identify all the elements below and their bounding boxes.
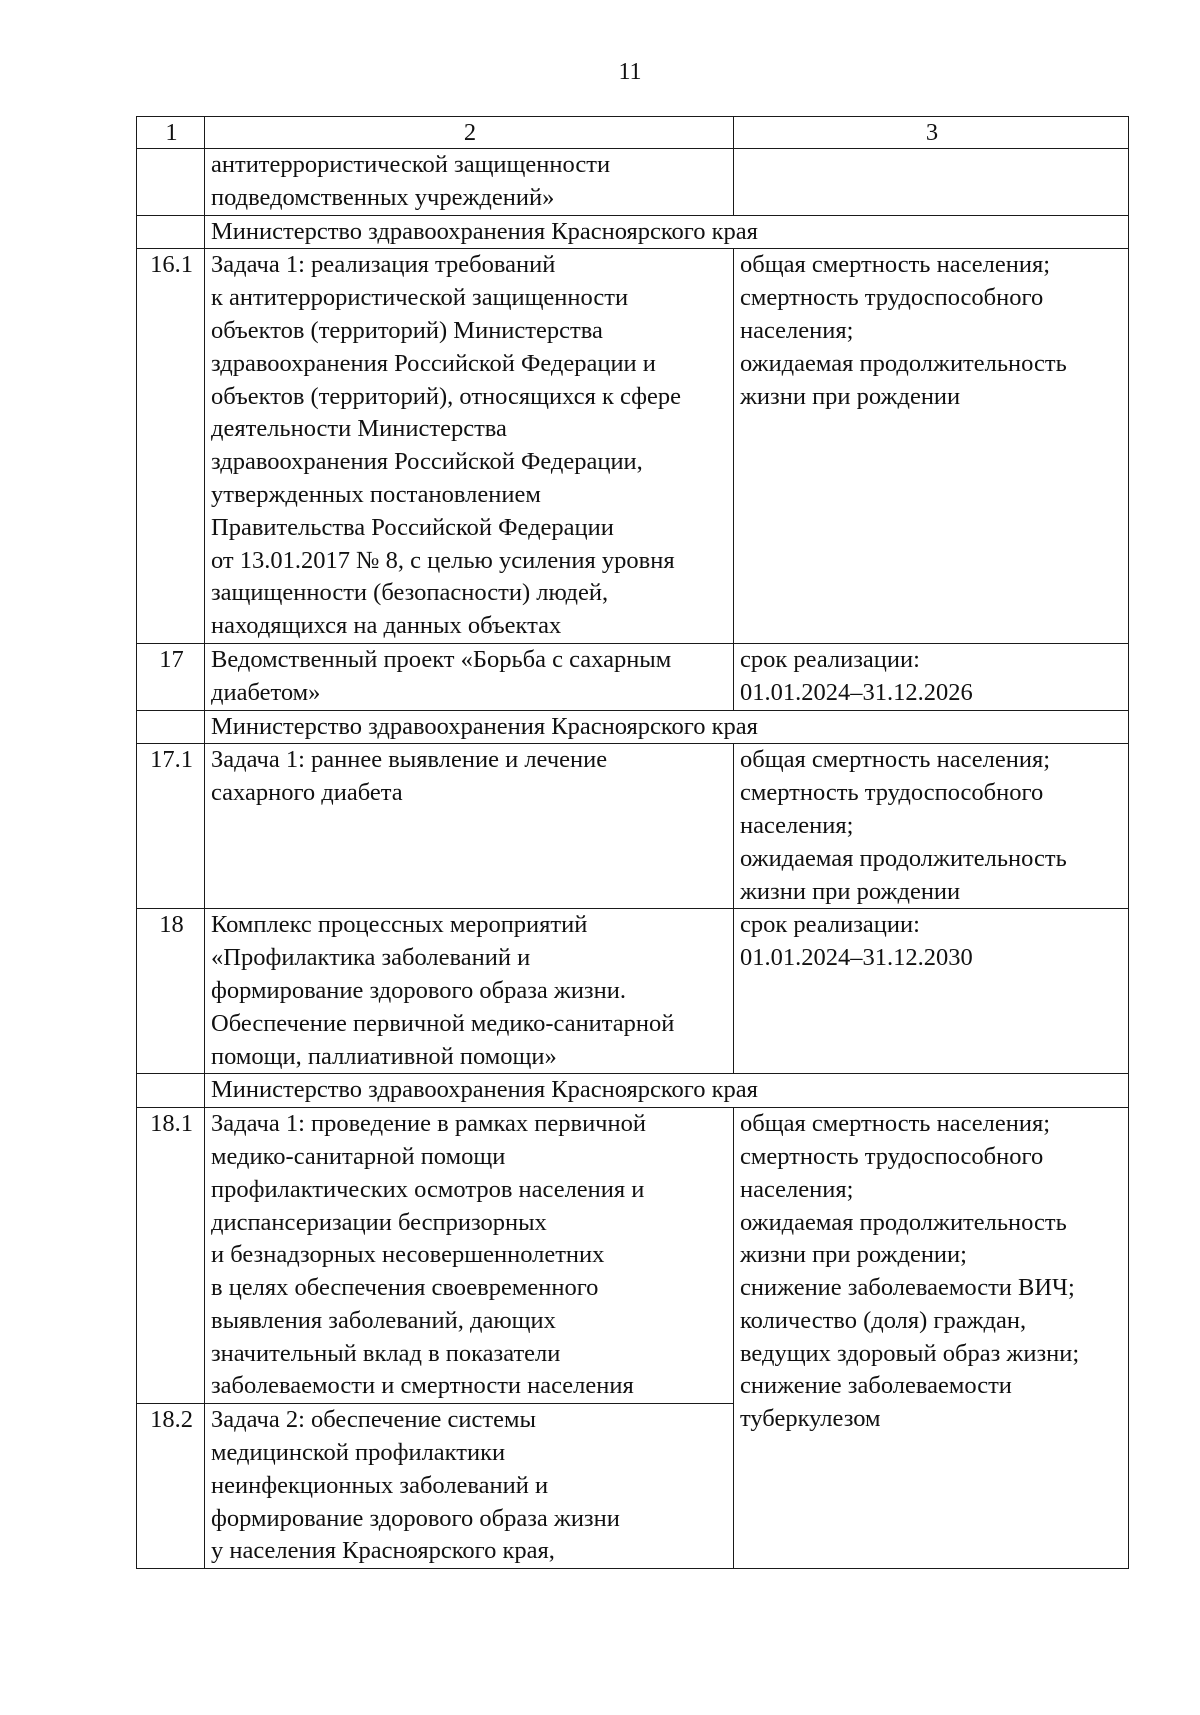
table-row-ministry: [137, 215, 1129, 249]
table-row: [137, 643, 1129, 710]
ministry-name: Министерство здравоохранения Красноярского края: [205, 215, 1129, 249]
row-indicator: [734, 149, 1129, 216]
page-number: 11: [618, 59, 642, 85]
row-number: 16.1: [137, 249, 205, 644]
ministry-name: Министерство здравоохранения Красноярского края: [205, 710, 1129, 744]
table-row: [137, 149, 1129, 216]
header-col-1: 1: [137, 117, 205, 149]
row-description: антитеррористической защищенности подведомственных учреждений»: [205, 149, 734, 216]
row-description: Комплекс процессных мероприятий «Профилактика заболеваний и формирование здорового образа жизни. Обеспечение первичной медико-санитарной помощи, паллиативной помощи»: [205, 909, 734, 1074]
document-table: [136, 116, 1129, 1569]
table-header-row: [137, 117, 1129, 149]
table-row: [137, 1108, 1129, 1404]
row-description: Задача 1: реализация требований к антитеррористической защищенности объектов (территорий) Министерства здравоохранения Российской Федерации и объектов (территорий), относящихся к сфере деятельности Министерства здравоохранения Российской Федерации, утвержденных постановлением Правительства Российской Федерации от 13.01.2017 № 8, с целью усиления уровня защищенности (безопасности) людей, находящихся на данных объектах: [205, 249, 734, 644]
row-number: 18.2: [137, 1404, 205, 1569]
row-indicator: общая смертность населения; смертность трудоспособного населения; ожидаемая продолжительность жизни при рождении: [734, 744, 1129, 909]
ministry-name: Министерство здравоохранения Красноярского края: [205, 1074, 1129, 1108]
row-description: Ведомственный проект «Борьба с сахарным диабетом»: [205, 643, 734, 710]
row-number: [137, 710, 205, 744]
table-row: [137, 744, 1129, 909]
row-indicator: срок реализации: 01.01.2024–31.12.2030: [734, 909, 1129, 1074]
row-number: 17.1: [137, 744, 205, 909]
row-number: [137, 215, 205, 249]
row-indicator: общая смертность населения; смертность трудоспособного населения; ожидаемая продолжительность жизни при рождении: [734, 249, 1129, 644]
header-col-3: 3: [734, 117, 1129, 149]
row-indicator: общая смертность населения; смертность трудоспособного населения; ожидаемая продолжительность жизни при рождении; снижение заболеваемости ВИЧ; количество (доля) граждан, ведущих здоровый образ жизни; снижение заболеваемости туберкулезом: [734, 1108, 1129, 1569]
row-description: Задача 1: раннее выявление и лечение сахарного диабета: [205, 744, 734, 909]
row-number: 18.1: [137, 1108, 205, 1404]
row-number: [137, 1074, 205, 1108]
row-number: [137, 149, 205, 216]
row-number: 18: [137, 909, 205, 1074]
table-row-ministry: [137, 1074, 1129, 1108]
table-row: [137, 909, 1129, 1074]
header-col-2: 2: [205, 117, 734, 149]
row-number: 17: [137, 643, 205, 710]
row-description: Задача 1: проведение в рамках первичной медико-санитарной помощи профилактических осмотров населения и диспансеризации беспризорных и безнадзорных несовершеннолетних в целях обеспечения своевременного выявления заболеваний, дающих значительный вклад в показатели заболеваемости и смертности населения: [205, 1108, 734, 1404]
table-row: [137, 249, 1129, 644]
row-description: Задача 2: обеспечение системы медицинской профилактики неинфекционных заболеваний и формирование здорового образа жизни у населения Красноярского края,: [205, 1404, 734, 1569]
row-indicator: срок реализации: 01.01.2024–31.12.2026: [734, 643, 1129, 710]
table-row-ministry: [137, 710, 1129, 744]
